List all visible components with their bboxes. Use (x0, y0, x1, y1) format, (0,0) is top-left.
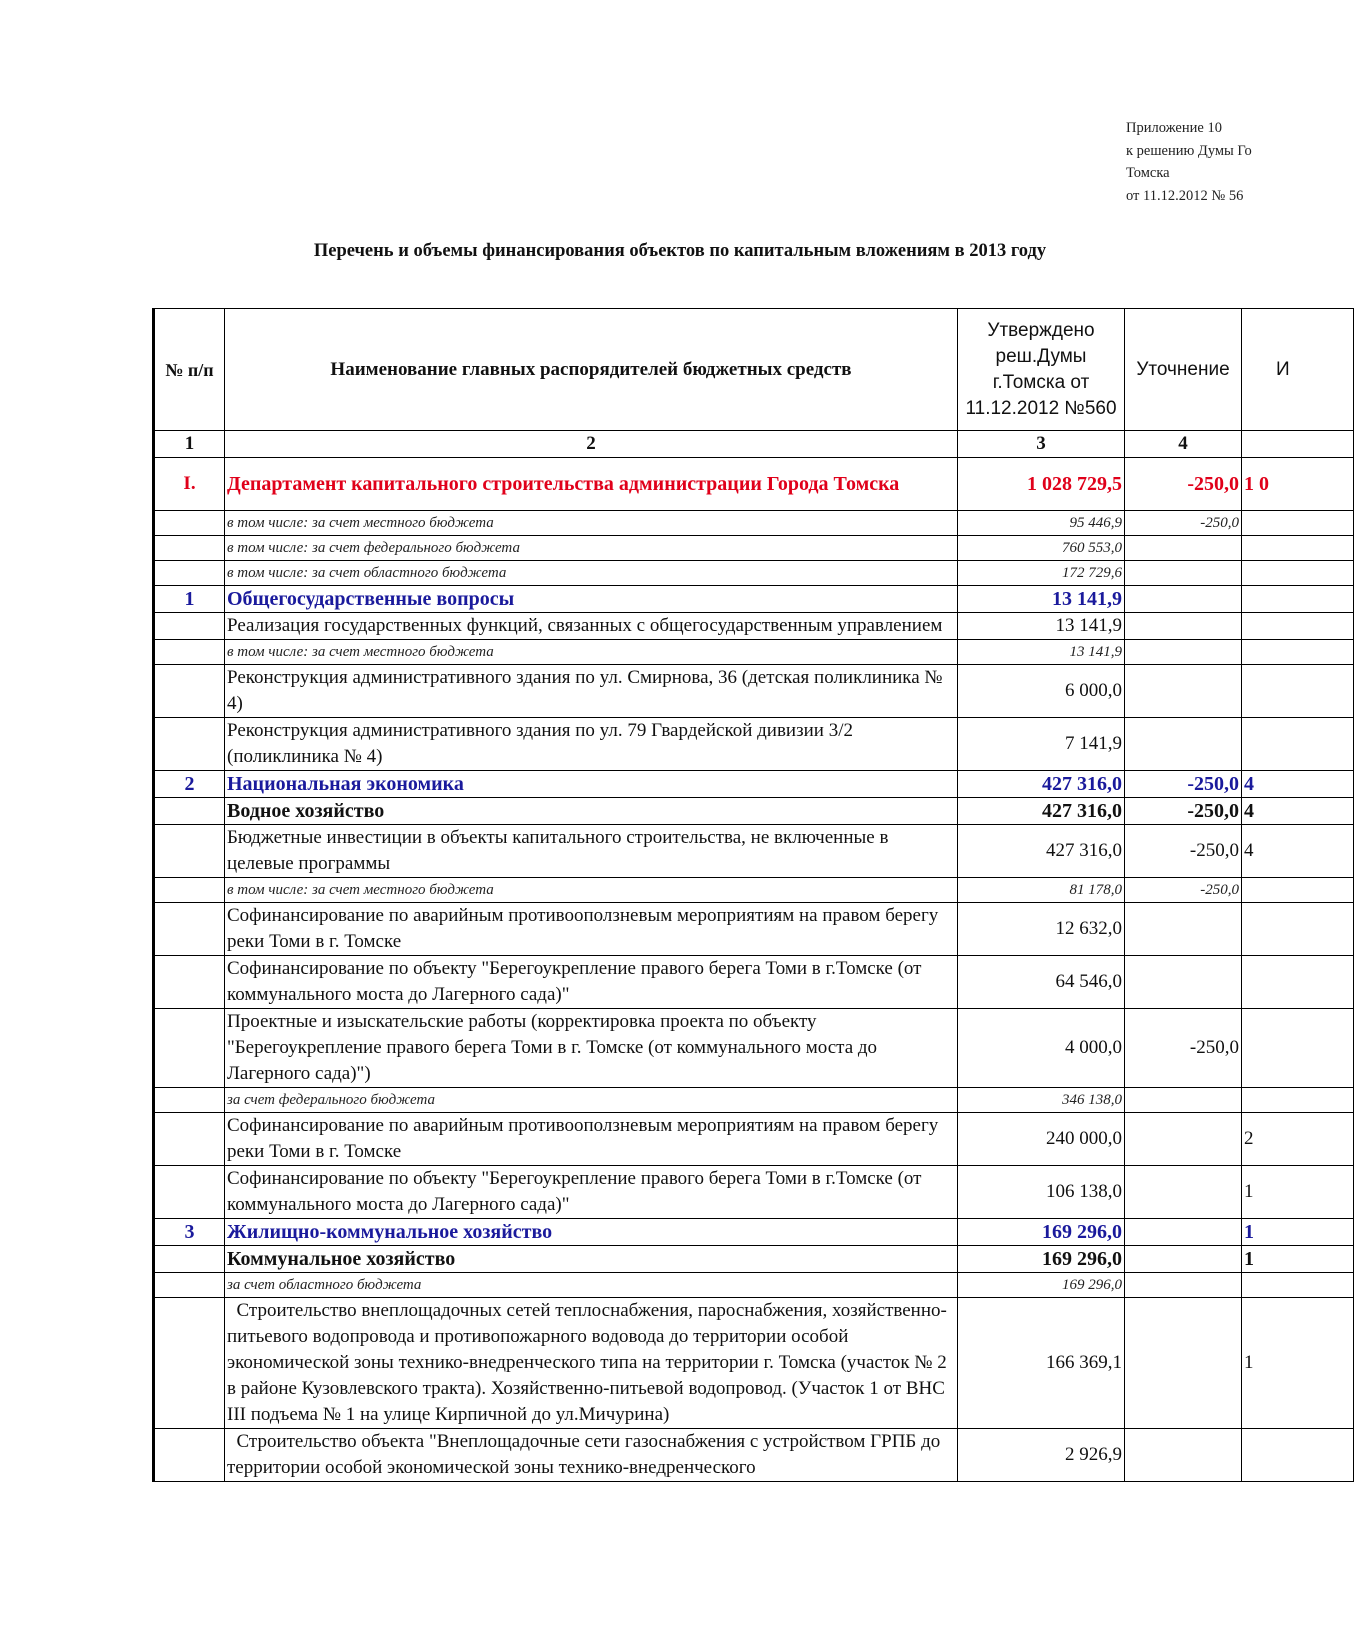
row-total-value: 1 (1242, 1219, 1354, 1246)
row-approved-value: 13 141,9 (958, 640, 1125, 665)
row-name: Реконструкция административного здания по ул. Смирнова, 36 (детская поликлиника № 4) (225, 665, 958, 718)
row-total-value (1242, 1273, 1354, 1298)
row-number (154, 1246, 225, 1273)
row-name: Бюджетные инвестиции в объекты капитального строительства, не включенные в целевые программы (225, 825, 958, 878)
column-number: 3 (958, 431, 1125, 458)
column-number (1242, 431, 1354, 458)
row-change-value: -250,0 (1125, 458, 1242, 511)
row-number (154, 718, 225, 771)
table-row (154, 1429, 1354, 1482)
table-row (154, 1246, 1354, 1273)
row-total-value (1242, 511, 1354, 536)
annex-line-4: от 11.12.2012 № 56 (1126, 187, 1244, 204)
row-number (154, 665, 225, 718)
row-name: Жилищно-коммунальное хозяйство (225, 1219, 958, 1246)
row-number (154, 536, 225, 561)
table-row (154, 640, 1354, 665)
header-col-change: Уточнение (1125, 309, 1242, 431)
row-name: Реализация государственных функций, связанных с общегосударственным управлением (225, 613, 958, 640)
row-total-value (1242, 1009, 1354, 1088)
row-change-value (1125, 903, 1242, 956)
row-approved-value: 346 138,0 (958, 1088, 1125, 1113)
row-number (154, 1273, 225, 1298)
table-row (154, 1009, 1354, 1088)
row-change-value (1125, 1298, 1242, 1429)
row-name: Водное хозяйство (225, 798, 958, 825)
row-name: Софинансирование по аварийным противооползневым мероприятиям на правом берегу реки Томи в г. Томске (225, 1113, 958, 1166)
row-change-value (1125, 613, 1242, 640)
row-total-value (1242, 640, 1354, 665)
row-approved-value: 81 178,0 (958, 878, 1125, 903)
table-row (154, 561, 1354, 586)
table-row (154, 458, 1354, 511)
row-approved-value: 166 369,1 (958, 1298, 1125, 1429)
row-name: за счет федерального бюджета (225, 1088, 958, 1113)
row-name: Коммунальное хозяйство (225, 1246, 958, 1273)
row-name: Реконструкция административного здания по ул. 79 Гвардейской дивизии 3/2 (поликлиника № 4) (225, 718, 958, 771)
table-row (154, 771, 1354, 798)
row-name: Общегосударственные вопросы (225, 586, 958, 613)
row-total-value: 4 (1242, 771, 1354, 798)
row-change-value: -250,0 (1125, 825, 1242, 878)
row-name: в том числе: за счет областного бюджета (225, 561, 958, 586)
row-approved-value: 427 316,0 (958, 825, 1125, 878)
row-change-value (1125, 1088, 1242, 1113)
row-name: Департамент капитального строительства администрации Города Томска (225, 458, 958, 511)
row-number (154, 561, 225, 586)
table-row (154, 511, 1354, 536)
row-change-value (1125, 1246, 1242, 1273)
row-approved-value: 64 546,0 (958, 956, 1125, 1009)
table-row (154, 1088, 1354, 1113)
row-approved-value: 760 553,0 (958, 536, 1125, 561)
header-col-name: Наименование главных распорядителей бюджетных средств (225, 309, 958, 431)
table-row (154, 1298, 1354, 1429)
row-total-value: 1 0 (1242, 458, 1354, 511)
row-number (154, 613, 225, 640)
row-number: 3 (154, 1219, 225, 1246)
row-approved-value: 169 296,0 (958, 1273, 1125, 1298)
row-change-value (1125, 586, 1242, 613)
row-total-value (1242, 903, 1354, 956)
row-name: Национальная экономика (225, 771, 958, 798)
row-name: Софинансирование по объекту "Берегоукрепление правого берега Томи в г.Томске (от коммунального моста до Лагерного сада)" (225, 1166, 958, 1219)
row-change-value (1125, 1429, 1242, 1482)
row-approved-value: 106 138,0 (958, 1166, 1125, 1219)
row-total-value (1242, 956, 1354, 1009)
row-number (154, 1166, 225, 1219)
row-change-value (1125, 1273, 1242, 1298)
row-name: в том числе: за счет местного бюджета (225, 878, 958, 903)
row-total-value (1242, 586, 1354, 613)
table-row (154, 1219, 1354, 1246)
row-number (154, 903, 225, 956)
row-change-value (1125, 1166, 1242, 1219)
row-approved-value: 427 316,0 (958, 771, 1125, 798)
annex-line-3: Томска (1126, 165, 1170, 181)
row-number (154, 1298, 225, 1429)
header-col-total: И (1242, 309, 1354, 431)
header-row (154, 309, 1354, 431)
row-name: в том числе: за счет местного бюджета (225, 640, 958, 665)
row-total-value (1242, 536, 1354, 561)
row-name: Проектные и изыскательские работы (корректировка проекта по объекту "Берегоукрепление правого берега Томи в г. Томске (от коммунального моста до Лагерного сада)") (225, 1009, 958, 1088)
row-change-value (1125, 1219, 1242, 1246)
row-name: Софинансирование по объекту "Берегоукрепление правого берега Томи в г.Томске (от коммунального моста до Лагерного сада)" (225, 956, 958, 1009)
row-change-value (1125, 718, 1242, 771)
table-row (154, 586, 1354, 613)
row-name: в том числе: за счет федерального бюджета (225, 536, 958, 561)
row-approved-value: 4 000,0 (958, 1009, 1125, 1088)
row-total-value (1242, 1429, 1354, 1482)
column-number: 2 (225, 431, 958, 458)
row-change-value (1125, 665, 1242, 718)
row-number (154, 956, 225, 1009)
table-row (154, 536, 1354, 561)
annex-line-1: Приложение 10 (1126, 120, 1222, 136)
column-number: 1 (154, 431, 225, 458)
row-number (154, 878, 225, 903)
row-approved-value: 172 729,6 (958, 561, 1125, 586)
row-total-value: 1 (1242, 1166, 1354, 1219)
table-row (154, 1166, 1354, 1219)
row-approved-value: 169 296,0 (958, 1246, 1125, 1273)
row-number (154, 640, 225, 665)
row-name: в том числе: за счет местного бюджета (225, 511, 958, 536)
row-name: Строительство объекта "Внеплощадочные сети газоснабжения с устройством ГРПБ до территории особой экономической зоны технико-внедренческого (225, 1429, 958, 1482)
row-change-value (1125, 536, 1242, 561)
row-approved-value: 12 632,0 (958, 903, 1125, 956)
row-approved-value: 240 000,0 (958, 1113, 1125, 1166)
table-row (154, 613, 1354, 640)
row-total-value: 4 (1242, 825, 1354, 878)
row-approved-value: 7 141,9 (958, 718, 1125, 771)
table-row (154, 878, 1354, 903)
row-number (154, 798, 225, 825)
column-numbers-row (154, 431, 1354, 458)
table-row (154, 798, 1354, 825)
row-number (154, 1009, 225, 1088)
row-name: Софинансирование по аварийным противооползневым мероприятиям на правом берегу реки Томи в г. Томске (225, 903, 958, 956)
row-change-value: -250,0 (1125, 798, 1242, 825)
table-row (154, 718, 1354, 771)
row-change-value (1125, 956, 1242, 1009)
header-col-number: № п/п (154, 309, 225, 431)
row-total-value (1242, 561, 1354, 586)
row-approved-value: 2 926,9 (958, 1429, 1125, 1482)
row-number: 2 (154, 771, 225, 798)
header-col-approved: Утверждено реш.Думы г.Томска от 11.12.2012 №560 (958, 309, 1125, 431)
row-total-value (1242, 665, 1354, 718)
row-number (154, 1429, 225, 1482)
row-change-value (1125, 561, 1242, 586)
table-row (154, 825, 1354, 878)
row-total-value: 1 (1242, 1246, 1354, 1273)
row-change-value (1125, 640, 1242, 665)
row-approved-value: 13 141,9 (958, 613, 1125, 640)
row-approved-value: 169 296,0 (958, 1219, 1125, 1246)
row-number (154, 1088, 225, 1113)
table-row (154, 956, 1354, 1009)
row-approved-value: 427 316,0 (958, 798, 1125, 825)
column-number: 4 (1125, 431, 1242, 458)
row-name: за счет областного бюджета (225, 1273, 958, 1298)
row-number (154, 511, 225, 536)
table-row (154, 1273, 1354, 1298)
row-change-value: -250,0 (1125, 511, 1242, 536)
row-total-value (1242, 613, 1354, 640)
row-total-value: 2 (1242, 1113, 1354, 1166)
row-change-value: -250,0 (1125, 1009, 1242, 1088)
row-approved-value: 13 141,9 (958, 586, 1125, 613)
row-change-value: -250,0 (1125, 771, 1242, 798)
table-row (154, 1113, 1354, 1166)
annex-line-2: к решению Думы Го (1126, 142, 1252, 159)
row-approved-value: 95 446,9 (958, 511, 1125, 536)
row-number (154, 1113, 225, 1166)
row-total-value (1242, 878, 1354, 903)
row-number: 1 (154, 586, 225, 613)
row-change-value: -250,0 (1125, 878, 1242, 903)
row-number (154, 825, 225, 878)
table-row (154, 903, 1354, 956)
row-total-value (1242, 718, 1354, 771)
table-row (154, 665, 1354, 718)
row-change-value (1125, 1113, 1242, 1166)
row-name: Строительство внеплощадочных сетей теплоснабжения, пароснабжения, хозяйственно-питьевого водопровода и противопожарного водовода до территории особой экономической зоны технико-внедренческого типа на территории г. Томска (участок № 2 в районе Кузовлевского тракта). Хозяйственно-питьевой водопровод. (Участок 1 от ВНС III подъема № 1 на улице Кирпичной до ул.Мичурина) (225, 1298, 958, 1429)
document-title: Перечень и объемы финансирования объектов по капитальным вложениям в 2013 году (313, 241, 1047, 261)
row-total-value: 1 (1242, 1298, 1354, 1429)
budget-table (152, 308, 1354, 1482)
row-approved-value: 6 000,0 (958, 665, 1125, 718)
row-total-value: 4 (1242, 798, 1354, 825)
row-approved-value: 1 028 729,5 (958, 458, 1125, 511)
row-total-value (1242, 1088, 1354, 1113)
row-number: I. (154, 458, 225, 511)
annex-note (1126, 117, 1252, 207)
